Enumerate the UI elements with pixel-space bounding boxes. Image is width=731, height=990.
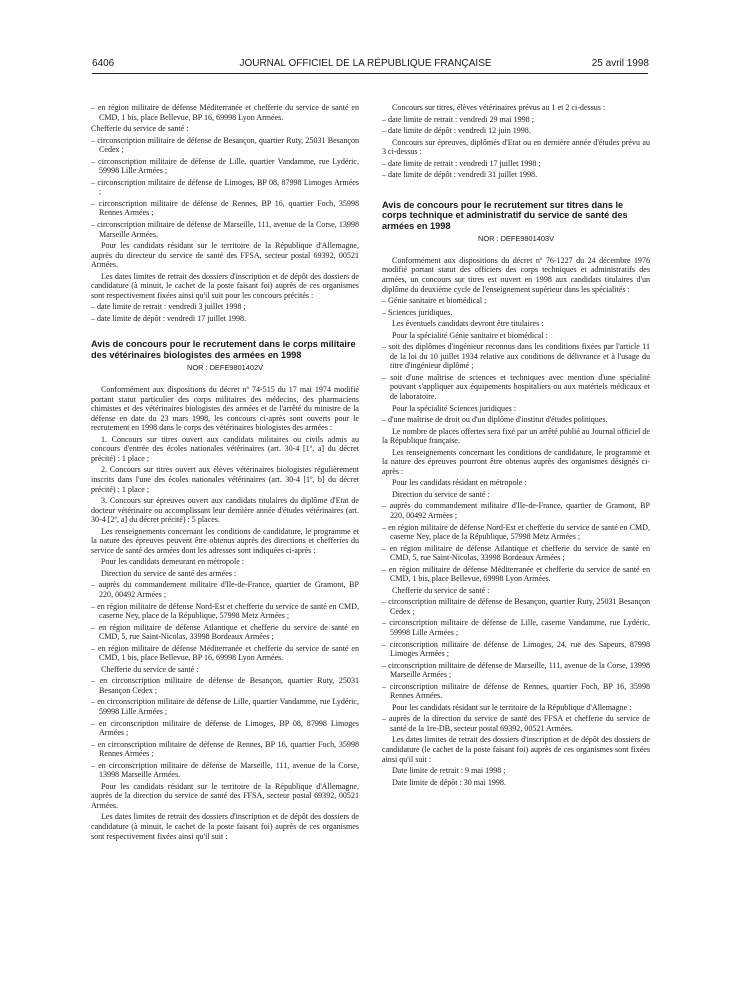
list-item: – en circonscription militaire de défense de Rennes, BP 16, quartier Foch, 35998 Rennes Armées ; [91, 739, 359, 759]
list-item: – soit des diplômes d'ingénieur reconnus dans les conditions fixées par l'article 11 de la loi du 10 juillet 1934 relative aux conditions de délivrance et à l'usage du titre d'ingénieur diplômé ; [382, 342, 650, 371]
paragraph: Chefferie du service de santé : [392, 585, 490, 595]
issue-date: 25 avril 1998 [591, 58, 649, 69]
paragraph: Pour la spécialité Génie sanitaire et biomédical : [392, 330, 548, 340]
paragraph: Les éventuels candidats devront être titulaires : [392, 319, 544, 329]
notice-title: Avis de concours pour le recrutement dans le corps militaire des vétérinaires biologistes des armées en 1998 [91, 339, 356, 360]
paragraph: Date limite de retrait : 9 mai 1998 ; [392, 766, 506, 776]
paragraph: Chefferie du service de santé : [91, 124, 189, 134]
right-column [382, 103, 650, 789]
list-item: – en circonscription militaire de défense de Besançon, quartier Ruty, 25031 Besançon Cedex ; [91, 676, 359, 695]
paragraph: Direction du service de santé des armées : [101, 568, 237, 578]
right-top-section [382, 103, 650, 180]
paragraph: Le nombre de places offertes sera fixé par un arrêté publié au Journal officiel de la République française. [382, 426, 650, 446]
list-item: – en région militaire de défense Nord-Est et chefferie du service de santé en CMD, caserne Ney, place de la République, 57998 Metz Armées ; [91, 601, 359, 621]
list-item: – auprès de la direction du service de santé des FFSA et chefferie du service de santé de la 1re-DB, secteur postal 69392, 00521 Armées. [382, 714, 650, 733]
paragraph: Conformément aux dispositions du décret nº 74-515 du 17 mai 1974 modifié portant statut particulier des corps militaires des médecins, des pharmaciens chimistes et des vétérinaires biologistes des armées et de l'arrêté du ministre de la défense en date du 23 mars 1998, les concours ci-après sont ouverts pour le recrutement en 1998 dans le corps des vétérinaires biologistes des armées : [91, 385, 359, 433]
journal-title: JOURNAL OFFICIEL DE LA RÉPUBLIQUE FRANÇAISE [239, 58, 492, 69]
nor-reference: NOR : DEFE9801403V [478, 234, 554, 244]
list-item: – circonscription militaire de défense de Marseille, 111, avenue de la Corse, 13998 Marseille Armées. [91, 220, 359, 239]
list-item: – en circonscription militaire de défense de Lille, quartier Vandamme, rue Lydéric, 59998 Lille Armées ; [91, 697, 359, 716]
list-item: – en région militaire de défense Nord-Est et chefferie du service de santé en CMD, caserne Ney, place de la République, 57998 Metz Armées ; [382, 522, 650, 542]
paragraph: Concours sur titres, élèves vétérinaires prévus au 1 et 2 ci-dessus : [392, 103, 606, 112]
list-item: – circonscription militaire de défense de Marseille, 111, avenue de la Corse, 13998 Marseille Armées ; [382, 660, 650, 680]
paragraph: Date limite de dépôt : 30 mai 1998. [392, 777, 506, 787]
list-item: – date limite de dépôt : vendredi 17 juillet 1998. [91, 313, 247, 323]
paragraph: Concours sur épreuves, diplômés d'Etat ou en dernière année d'études prévu au 3 ci-dessus : [382, 137, 650, 157]
list-item: – date limite de dépôt : vendredi 31 juillet 1998. [382, 170, 538, 180]
list-item: – en circonscription militaire de défense de Limoges, BP 08, 87998 Limoges Armées ; [91, 718, 359, 738]
paragraph: Les dates limites de retrait des dossiers d'inscription et de dépôt des dossiers de candidature (le cachet de la poste faisant foi) auprès de ces organismes sont fixées ainsi qu'il suit : [382, 735, 650, 764]
list-item: – date limite de retrait : vendredi 3 juillet 1998 ; [91, 302, 246, 312]
paragraph: Pour les candidats résidant sur le territoire de la République d'Allemagne, auprès de la direction du service de santé des FFSA, secteur postal 69392, 00521 Armées. [91, 781, 359, 810]
nor-reference: NOR : DEFE9801402V [187, 363, 263, 373]
list-item: – circonscription militaire de défense de Besançon, quartier Ruty, 25031 Besançon Cedex ; [91, 135, 359, 155]
header-rule [92, 73, 648, 74]
paragraph: Pour les candidats demeurant en métropole : [101, 557, 245, 567]
list-item: – Génie sanitaire et biomédical ; [382, 296, 487, 306]
left-column [91, 103, 359, 843]
left-notice-body [91, 385, 359, 841]
list-item: – auprès du commandement militaire d'Ile-de-France, quartier de Gramont, BP 220, 00492 Armées ; [91, 580, 359, 599]
list-item: – date limite de dépôt : vendredi 12 juin 1998. [382, 126, 531, 136]
right-notice-body [382, 256, 650, 787]
list-item: – circonscription militaire de défense de Besançon, quartier Ruty, 25031 Besançon Cedex ; [382, 597, 650, 616]
list-item: – auprès du commandement militaire d'Ile-de-France, quartier de Gramont, BP 220, 00492 Armées ; [382, 501, 650, 520]
list-item: – Sciences juridiques. [382, 307, 453, 317]
list-item: – en région militaire de défense Atlantique et chefferie du service de santé en CMD, 5, rue Saint-Nicolas, 33998 Bordeaux Armées ; [91, 622, 359, 642]
paragraph: 3. Concours sur épreuves ouvert aux candidats titulaires du diplôme d'Etat de docteur vétérinaire ou accomplissant leur dernière année d'études vétérinaires (art. 30-4 [2º, a] du décret précité) : 5 places. [91, 496, 359, 525]
paragraph: Chefferie du service de santé : [101, 664, 199, 674]
paragraph: Les dates limites de retrait des dossiers d'inscription et de dépôt des dossiers de candidature (à minuit, le cachet de la poste faisant foi) auprès de ces organismes sont respectivement fixées ainsi qu'il suit : [91, 812, 359, 841]
list-item: – circonscription militaire de défense de Limoges, BP 08, 87998 Limoges Armées ; [91, 177, 359, 197]
paragraph: Pour la spécialité Sciences juridiques : [392, 403, 517, 413]
list-item: – date limite de retrait : vendredi 29 mai 1998 ; [382, 114, 534, 124]
list-item: – soit d'une maîtrise de sciences et techniques avec mention d'une spécialité pouvant s'appliquer aux équipements hospitaliers ou aux matériels médicaux et de laboratoire. [382, 372, 650, 401]
page-number: 6406 [92, 58, 115, 69]
list-item: – circonscription militaire de défense de Lille, quartier Vandamme, rue Lydéric, 59998 Lille Armées ; [91, 156, 359, 176]
paragraph: Pour les candidats résidant sur le territoire de la République d'Allemagne : [392, 702, 632, 712]
list-item: – en circonscription militaire de défense de Marseille, 111, avenue de la Corse, 13998 Marseille Armées. [91, 760, 359, 780]
paragraph: Pour les candidats résidant sur le territoire de la République d'Allemagne, auprès du directeur du service de santé des FFSA, secteur postal 69392, 00521 Armées. [91, 241, 359, 270]
list-item: – circonscription militaire de défense de Rennes, quartier Foch, BP 16, 35998 Rennes Armées. [382, 681, 650, 701]
list-item: – en région militaire de défense Atlantique et chefferie du service de santé en CMD, 5, rue Saint-Nicolas, 33998 Bordeaux Armées ; [382, 543, 650, 563]
list-item: – circonscription militaire de défense de Limoges, 24, rue des Sapeurs, 87998 Limoges Armées ; [382, 639, 650, 659]
list-item: – en région militaire de défense Méditerranée et chefferie du service de santé en CMD, 1 bis, place Bellevue, BP 16, 69998 Lyon Armées. [91, 103, 359, 122]
list-item: – circonscription militaire de défense de Lille, caserne Vandamme, rue Lydéric, 59998 Lille Armées ; [382, 618, 650, 638]
paragraph: 1. Concours sur titres ouvert aux candidats militaires ou civils admis au concours d'entrée des écoles nationales vétérinaires (art. 30-4 [1º, a] du décret précité) : 1 place ; [91, 434, 359, 463]
paragraph: Pour les candidats résidant en métropole : [392, 478, 527, 488]
paragraph: 2. Concours sur titres ouvert aux élèves vétérinaires biologistes régulièrement inscrits dans l'une des écoles nationales vétérinaires (art. 30-4 [1º, b] du décret précité) : 1 place ; [91, 465, 359, 494]
list-item: – d'une maîtrise de droit ou d'un diplôme d'institut d'études politiques. [382, 415, 608, 425]
paragraph: Les renseignements concernant les conditions de candidature, le programme et la nature des épreuves pourront être obtenus auprès des organismes désignés ci-après : [382, 447, 650, 476]
paragraph: Direction du service de santé : [392, 489, 490, 499]
paragraph: Conformément aux dispositions du décret nº 76-1227 du 24 décembre 1976 modifié portant statut des officiers des corps techniques et administratifs des armées, un concours sur titres est ouvert en 1998 aux candidats titulaires d'un diplôme du deuxième cycle de l'enseignement supérieur dans les spécialités : [382, 255, 650, 294]
paragraph: Les dates limites de retrait des dossiers d'inscription et de dépôt des dossiers de candidature (à minuit, le cachet de la poste faisant foi) auprès de ces organismes sont respectivement fixées ainsi qu'il suit pour les concours précités : [91, 271, 359, 300]
notice-title: Avis de concours pour le recrutement sur titres dans le corps technique et administratif du service de santé des armées en 1998 [382, 199, 628, 231]
list-item: – en région militaire de défense Méditerranée et chefferie du service de santé en CMD, 1 bis, place Bellevue, BP 16, 69998 Lyon Armées. [91, 643, 359, 663]
list-item: – circonscription militaire de défense de Rennes, BP 16, quartier Foch, 35998 Rennes Armées ; [91, 198, 359, 218]
left-top-section [91, 103, 359, 323]
list-item: – en région militaire de défense Méditerranée et chefferie du service de santé en CMD, 1 bis, place Bellevue, 69998 Lyon Armées. [382, 564, 650, 584]
paragraph: Les renseignements concernant les conditions de candidature, le programme et la nature des épreuves peuvent être obtenus auprès des directions et chefferies du service de santé des armées dont les adresses sont indiquées ci-après : [91, 526, 359, 555]
list-item: – date limite de retrait : vendredi 17 juillet 1998 ; [382, 158, 541, 168]
